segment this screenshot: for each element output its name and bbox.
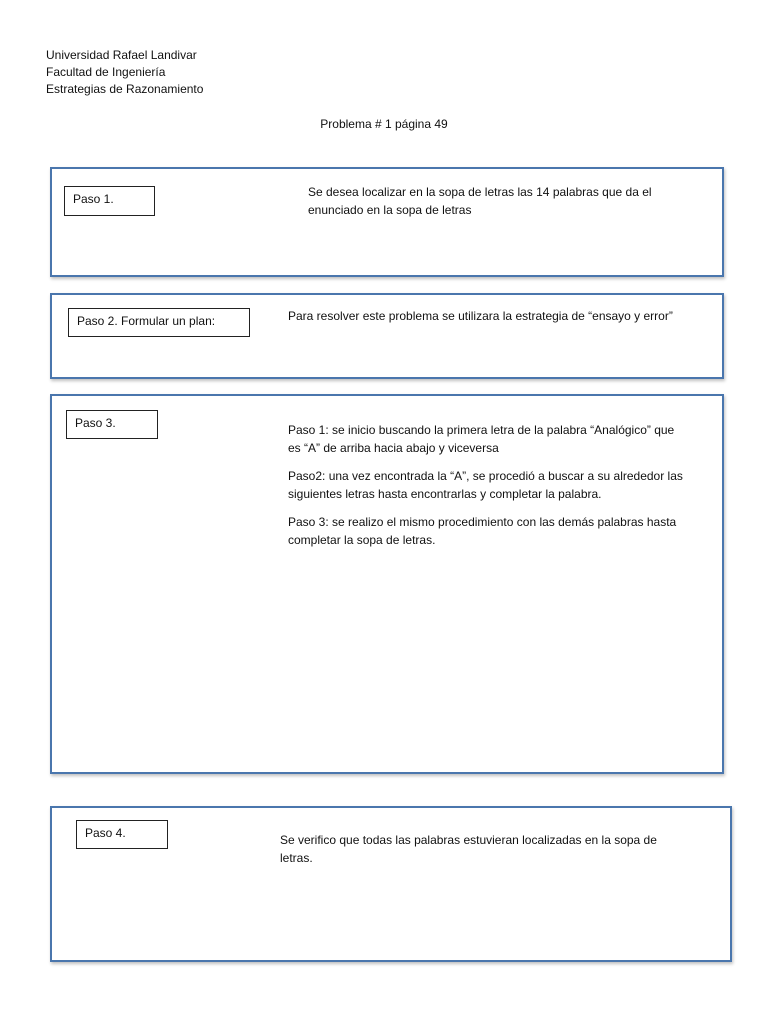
step-1-text: Se desea localizar en la sopa de letras las 14 palabras que da el enunciado en la sopa de letras [308, 185, 652, 217]
step-3-box [50, 394, 724, 774]
step-1-box [50, 167, 724, 277]
header-university: Universidad Rafael Landivar [46, 48, 197, 62]
step-2-box [50, 293, 724, 379]
header-course: Estrategias de Razonamiento [46, 82, 204, 96]
step-4-text: Se verifico que todas las palabras estuvieran localizadas en la sopa de letras. [280, 833, 657, 865]
step-2-text: Para resolver este problema se utilizara la estrategia de “ensayo y error” [288, 309, 673, 323]
step-1-label: Paso 1. [64, 186, 155, 216]
page-title: Problema # 1 página 49 [320, 117, 448, 131]
step-3-paragraph-3: Paso 3: se realizo el mismo procedimiento con las demás palabras hasta completar la sopa de letras. [288, 515, 677, 547]
step-3-text [288, 421, 683, 559]
header-faculty: Facultad de Ingeniería [46, 65, 166, 79]
step-2-label: Paso 2. Formular un plan: [68, 308, 250, 337]
step-4-box [50, 806, 732, 962]
step-3-paragraph-1: Paso 1: se inicio buscando la primera letra de la palabra “Analógico” que es “A” de arriba hacia abajo y viceversa [288, 423, 675, 455]
step-3-paragraph-2: Paso2: una vez encontrada la “A”, se procedió a buscar a su alrededor las siguientes letras hasta encontrarlas y completar la palabra. [288, 469, 683, 501]
step-4-label: Paso 4. [76, 820, 168, 849]
step-3-label: Paso 3. [66, 410, 158, 439]
